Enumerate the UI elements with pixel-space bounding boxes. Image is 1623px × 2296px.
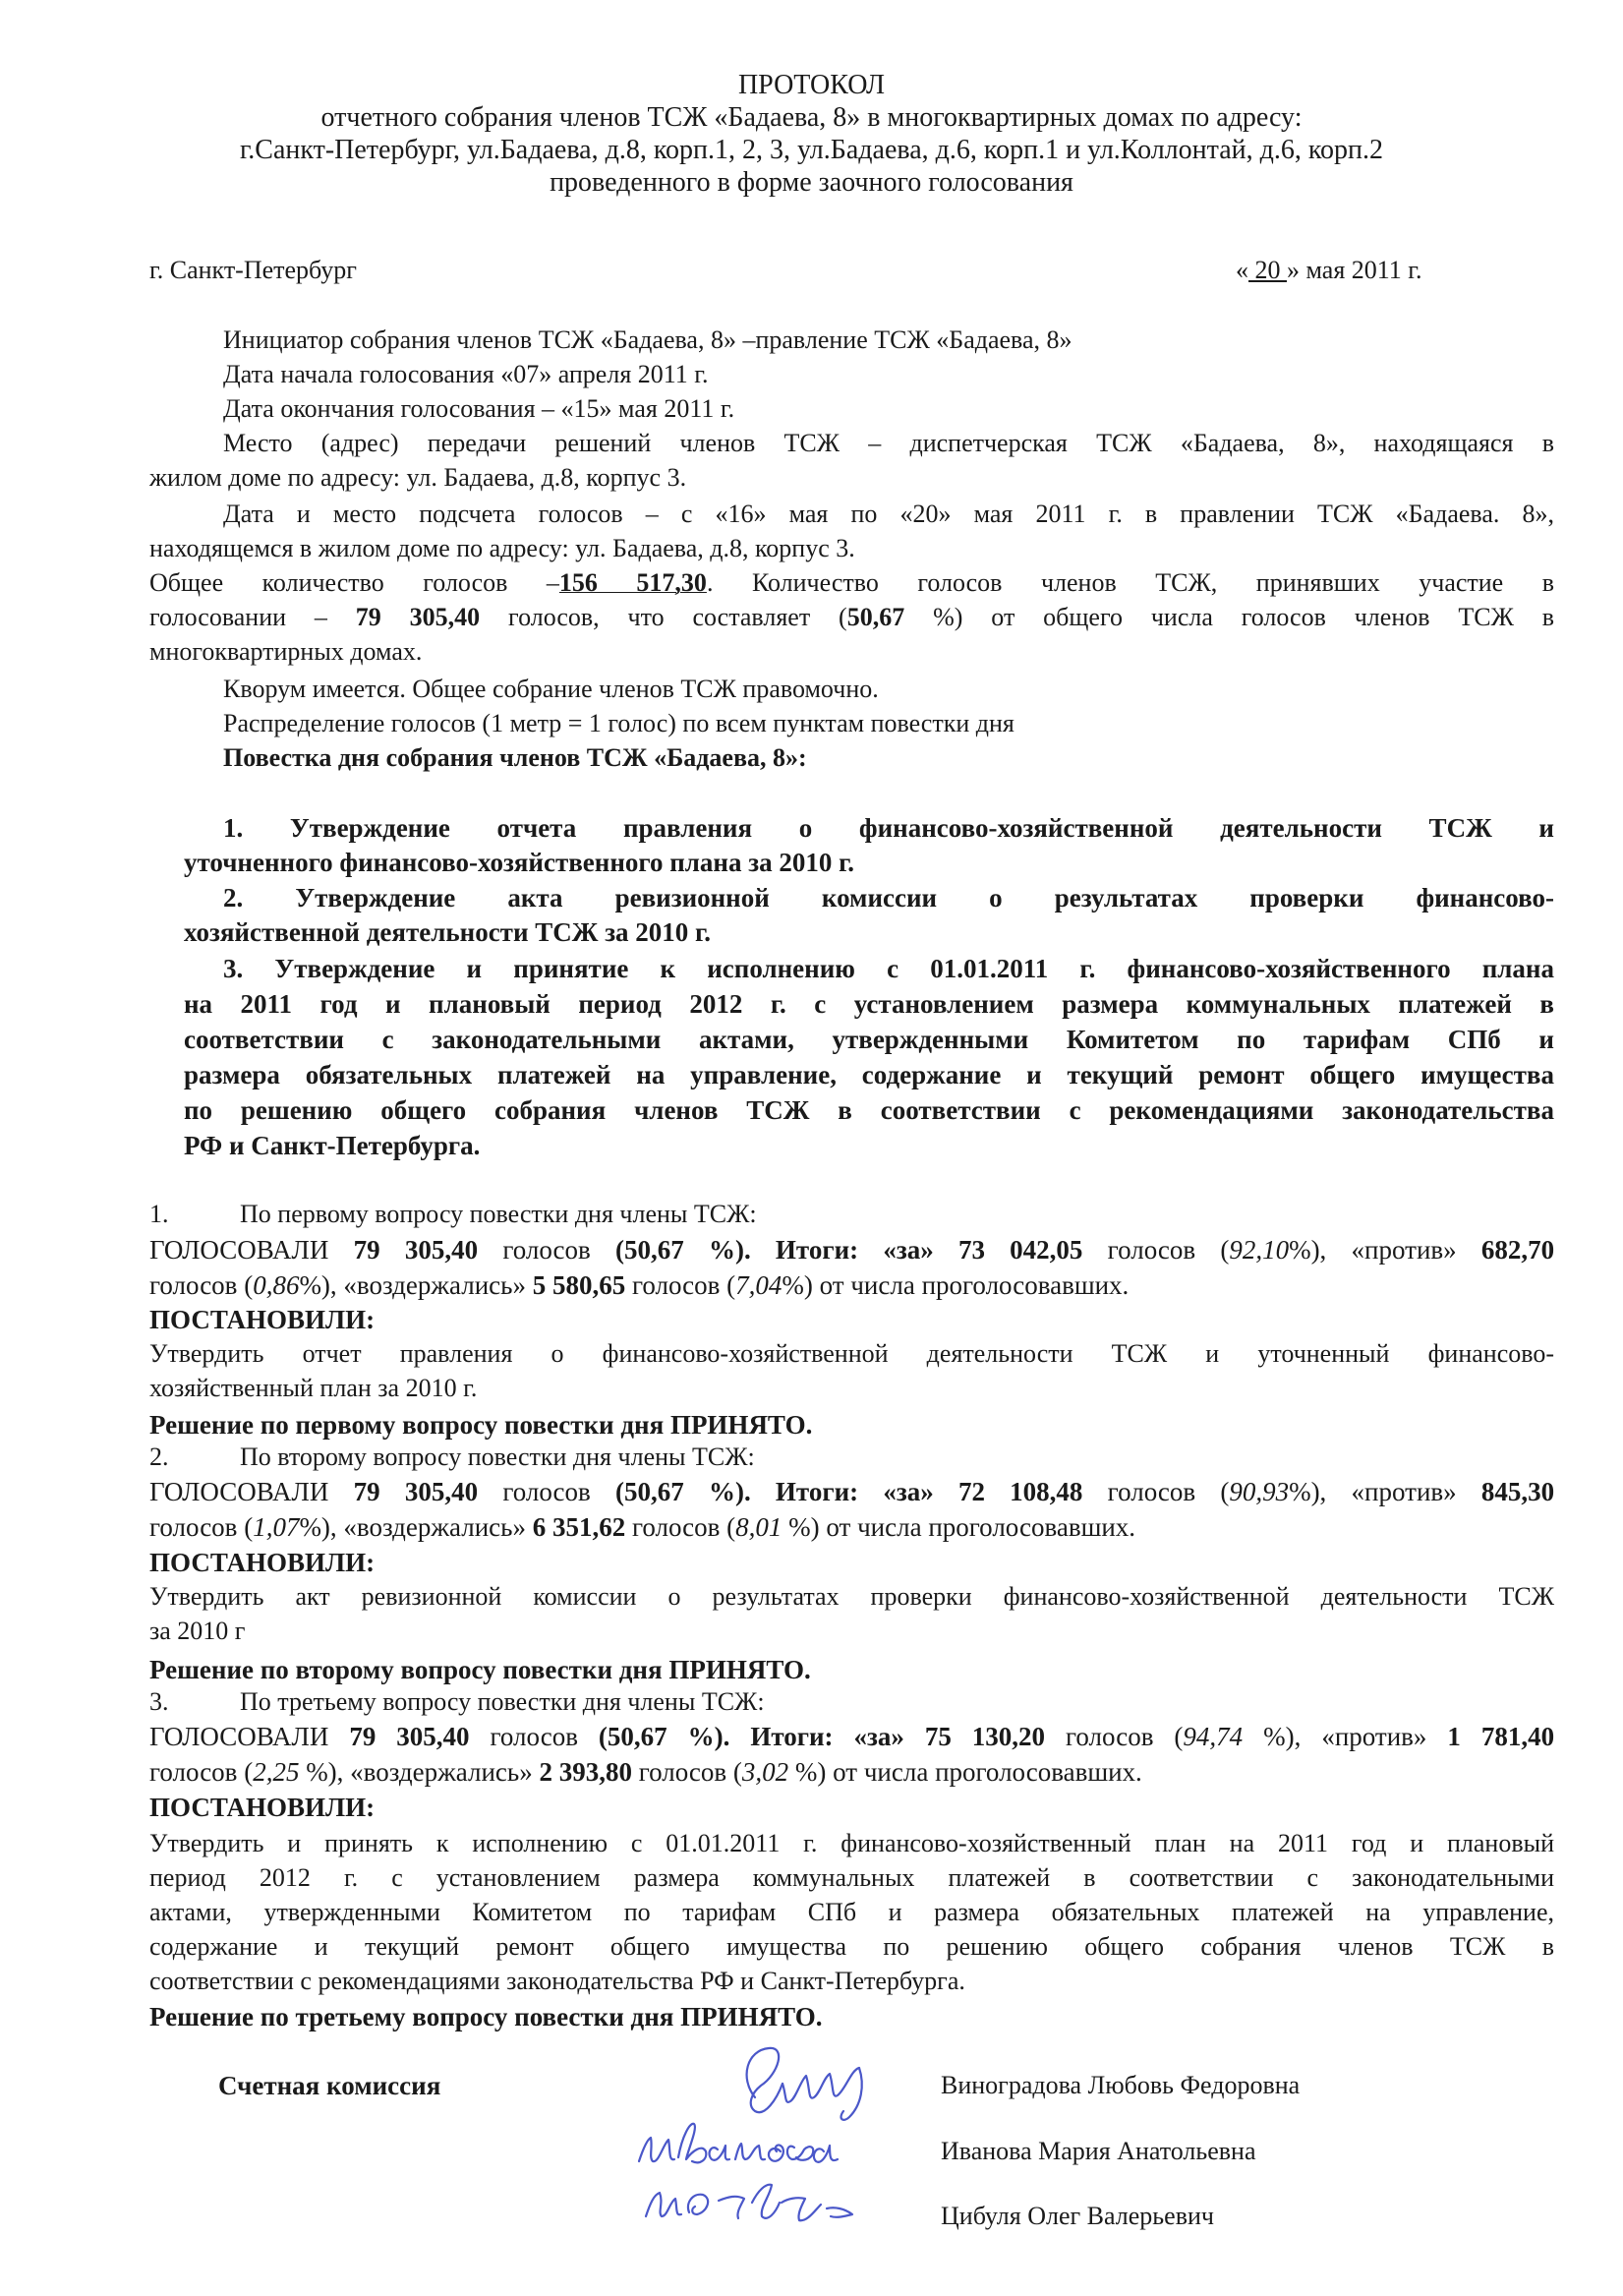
q3-result: Решение по третьему вопросу повестки дня ПРИНЯТО.	[149, 2002, 823, 2031]
q1-decided-heading: ПОСТАНОВИЛИ:	[149, 1305, 376, 1334]
counting-commission-label: Счетная комиссия	[218, 2071, 441, 2100]
q2-decision-1: Утвердить акт ревизионной комиссии о результатах проверки финансово-хозяйственной деятельности ТСЖ	[149, 1582, 1554, 1611]
quorum-line: Кворум имеется. Общее собрание членов ТСЖ правомочно.	[223, 675, 879, 703]
agenda-item-3-line2: на 2011 год и плановый период 2012 г. с установлением размера коммунальных платежей в	[184, 989, 1554, 1019]
city: г. Санкт-Петербург	[149, 256, 357, 284]
q3-decision-2: период 2012 г. с установлением размера коммунальных платежей в соответствии с законодательными	[149, 1863, 1554, 1892]
counting-1: Дата и место подсчета голосов – с «16» мая по «20» мая 2011 г. в правлении ТСЖ «Бадаева. 8»,	[223, 500, 1554, 528]
q3-decision-3: актами, утвержденными Комитетом по тарифам СПб и размера обязательных платежей на управление,	[149, 1898, 1554, 1926]
date-day: 20	[1254, 256, 1281, 284]
agenda-item-1-cont: уточненного финансово-хозяйственного плана за 2010 г.	[184, 848, 855, 877]
decision-place-2: жилом доме по адресу: ул. Бадаева, д.8, корпус 3.	[149, 463, 687, 492]
agenda-item-2: 2. Утверждение акта ревизионной комиссии о результатах проверки финансово-	[223, 883, 1554, 913]
signature-3	[634, 2173, 880, 2232]
q3-number: 3.	[149, 1687, 169, 1716]
q2-result: Решение по второму вопросу повестки дня ПРИНЯТО.	[149, 1655, 811, 1684]
agenda-item-2-cont: хозяйственной деятельности ТСЖ за 2010 г.	[184, 917, 712, 947]
q1-result: Решение по первому вопросу повестки дня ПРИНЯТО.	[149, 1410, 813, 1440]
agenda-item-3-line6: РФ и Санкт-Петербурга.	[184, 1131, 481, 1160]
total-votes: 156 517,30	[558, 568, 707, 597]
q3-heading: По третьему вопросу повестки дня члены ТСЖ:	[240, 1687, 765, 1716]
total-votes-line: Общее количество голосов –156 517,30. Количество голосов членов ТСЖ, принявших участие в	[149, 568, 1555, 597]
q2-decision-2: за 2010 г	[149, 1617, 246, 1645]
document-date: « 20 » мая 2011 г.	[1236, 256, 1422, 284]
q2-voted-cont: голосов (1,07%), «воздержались» 6 351,62 голосов (8,01 %) от числа проголосовавших.	[149, 1512, 1136, 1542]
q1-number: 1.	[149, 1200, 169, 1228]
commission-member-3: Цибуля Олег Валерьевич	[941, 2202, 1214, 2230]
q3-voted: ГОЛОСОВАЛИ 79 305,40 голосов (50,67 %). Итоги: «за» 75 130,20 голосов (94,74 %), «против» 1 781,40	[149, 1722, 1555, 1751]
distribution-line: Распределение голосов (1 метр = 1 голос) по всем пунктам повестки дня	[223, 709, 1014, 737]
agenda-item-3: 3. Утверждение и принятие к исполнению с 01.01.2011 г. финансово-хозяйственного плана	[223, 954, 1554, 983]
q1-decision-2: хозяйственный план за 2010 г.	[149, 1374, 478, 1402]
houses-line: многоквартирных домах.	[149, 637, 423, 666]
participation-line: голосовании – 79 305,40 голосов, что составляет (50,67 %) от общего числа голосов членов ТСЖ в	[149, 603, 1555, 631]
q1-voted-cont: голосов (0,86%), «воздержались» 5 580,65 голосов (7,04%) от числа проголосовавших.	[149, 1270, 1130, 1300]
initiator-line: Инициатор собрания членов ТСЖ «Бадаева, 8» –правление ТСЖ «Бадаева, 8»	[223, 325, 1072, 354]
q2-number: 2.	[149, 1442, 169, 1471]
commission-member-2: Иванова Мария Анатольевна	[941, 2137, 1256, 2165]
voting-end: Дата окончания голосования – «15» мая 2011 г.	[223, 394, 735, 423]
q3-decision-5: соответствии с рекомендациями законодательства РФ и Санкт-Петербурга.	[149, 1967, 965, 1995]
agenda-item-1: 1. Утверждение отчета правления о финансово-хозяйственной деятельности ТСЖ и	[223, 813, 1554, 843]
q3-decided-heading: ПОСТАНОВИЛИ:	[149, 1793, 376, 1822]
doc-subtitle-2: г.Санкт-Петербург, ул.Бадаева, д.8, корп.1, 2, 3, ул.Бадаева, д.6, корп.1 и ул.Коллонтай, д.6, корп.2	[239, 135, 1384, 165]
voting-start: Дата начала голосования «07» апреля 2011 г.	[223, 360, 709, 388]
agenda-item-3-line3: соответствии с законодательными актами, утвержденными Комитетом по тарифам СПб и	[184, 1025, 1554, 1054]
q1-voted: ГОЛОСОВАЛИ 79 305,40 голосов (50,67 %). Итоги: «за» 73 042,05 голосов (92,10%), «против» 682,70	[149, 1235, 1555, 1265]
q1-heading: По первому вопросу повестки дня члены ТСЖ:	[240, 1200, 757, 1228]
q2-voted: ГОЛОСОВАЛИ 79 305,40 голосов (50,67 %). Итоги: «за» 72 108,48 голосов (90,93%), «против» 845,30	[149, 1477, 1555, 1506]
q3-decision-4: содержание и текущий ремонт общего имущества по решению общего собрания членов ТСЖ в	[149, 1932, 1554, 1961]
q2-decided-heading: ПОСТАНОВИЛИ:	[149, 1548, 376, 1577]
counting-2: находящемся в жилом доме по адресу: ул. Бадаева, д.8, корпус 3.	[149, 534, 855, 562]
decision-place-1: Место (адрес) передачи решений членов ТСЖ – диспетчерская ТСЖ «Бадаева, 8», находящаяся в	[223, 429, 1554, 457]
q1-decision-1: Утвердить отчет правления о финансово-хозяйственной деятельности ТСЖ и уточненный финансово-	[149, 1339, 1554, 1368]
agenda-item-3-line4: размера обязательных платежей на управление, содержание и текущий ремонт общего имущества	[184, 1060, 1554, 1089]
q3-voted-cont: голосов (2,25 %), «воздержались» 2 393,80 голосов (3,02 %) от числа проголосовавших.	[149, 1757, 1142, 1787]
q2-heading: По второму вопросу повестки дня члены ТСЖ:	[240, 1442, 755, 1471]
agenda-title: Повестка дня собрания членов ТСЖ «Бадаева, 8»:	[223, 743, 807, 772]
q3-decision-1: Утвердить и принять к исполнению с 01.01.2011 г. финансово-хозяйственный план на 2011 год и плановый	[149, 1829, 1554, 1857]
doc-title: ПРОТОКОЛ	[737, 70, 886, 100]
doc-subtitle-1: отчетного собрания членов ТСЖ «Бадаева, 8» в многоквартирных домах по адресу:	[320, 102, 1303, 133]
commission-member-1: Виноградова Любовь Федоровна	[941, 2071, 1301, 2099]
doc-subtitle-3: проведенного в форме заочного голосования	[550, 167, 1073, 198]
agenda-item-3-line5: по решению общего собрания членов ТСЖ в соответствии с рекомендациями законодательства	[184, 1095, 1554, 1125]
